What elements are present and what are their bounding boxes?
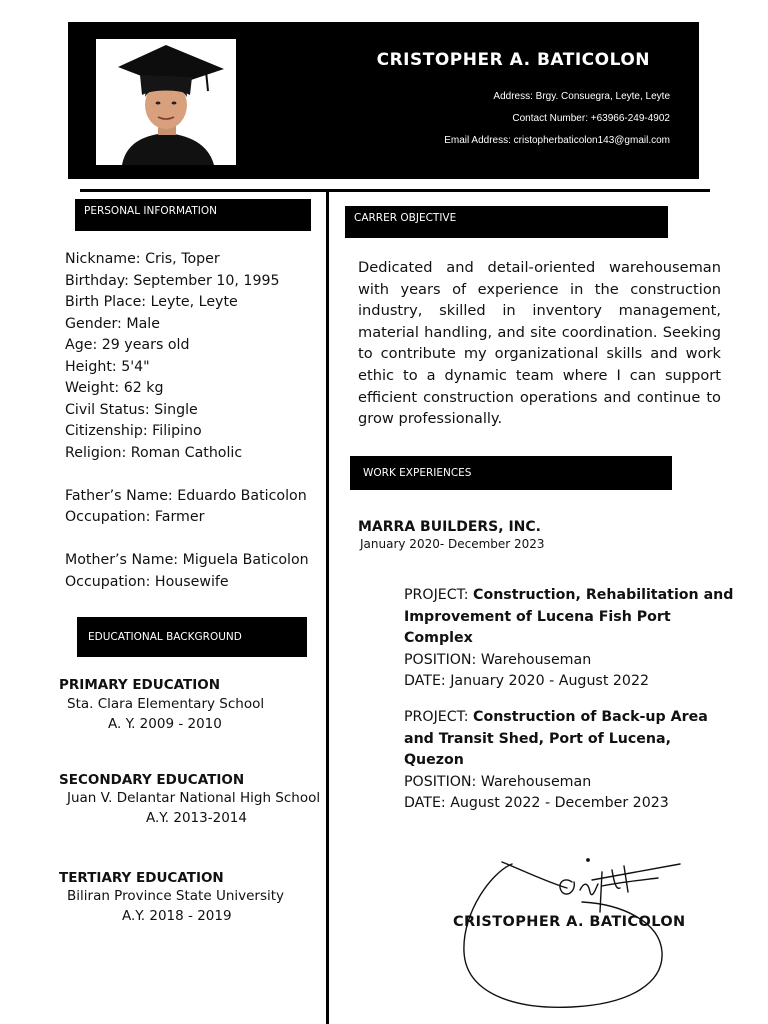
header-email: Email Address: cristopherbaticolon143@gmail.com: [444, 135, 670, 146]
tertiary-school: Biliran Province State University: [67, 888, 285, 904]
resume-header: [68, 22, 699, 179]
project-line: [404, 585, 734, 650]
birthday-line: Birthday: September 10, 1995: [65, 272, 280, 289]
profile-photo: [96, 39, 236, 165]
horizontal-divider: [80, 189, 710, 192]
vertical-divider: [326, 189, 329, 1024]
height-line: Height: 5'4": [65, 358, 150, 375]
birthplace-line: Birth Place: Leyte, Leyte: [65, 294, 238, 310]
civil-status-line: Civil Status: Single: [65, 401, 198, 418]
age-line: Age: 29 years old: [65, 337, 190, 353]
project-label: PROJECT:: [404, 587, 474, 603]
project-entry: [404, 585, 734, 693]
position-line: POSITION: Warehouseman: [404, 773, 592, 790]
company-name: MARRA BUILDERS, INC.: [358, 519, 541, 535]
date-line: DATE: January 2020 - August 2022: [404, 673, 650, 689]
position-line: POSITION: Warehouseman: [404, 651, 592, 668]
project-name: Construction, Rehabilitation and Improvement of Lucena Fish Port Complex: [404, 587, 734, 646]
primary-education-heading: PRIMARY EDUCATION: [59, 677, 221, 693]
project-label: PROJECT:: [404, 709, 474, 725]
section-title-career-objective: CARRER OBJECTIVE: [354, 212, 457, 224]
project-line: [404, 707, 734, 772]
section-bar-career-objective: [345, 206, 668, 238]
header-name: CRISTOPHER A. BATICOLON: [376, 50, 650, 70]
secondary-school: Juan V. Delantar National High School: [67, 790, 321, 806]
personal-info-list: [65, 249, 309, 593]
primary-school: Sta. Clara Elementary School: [67, 696, 265, 712]
secondary-education-heading: SECONDARY EDUCATION: [59, 772, 245, 788]
primary-year: A. Y. 2009 - 2010: [108, 716, 222, 732]
secondary-year: A.Y. 2013-2014: [146, 810, 247, 826]
mother-name-line: Mother’s Name: Miguela Baticolon: [65, 552, 309, 568]
weight-line: Weight: 62 kg: [65, 380, 164, 396]
section-title-work-experiences: WORK EXPERIENCES: [363, 467, 472, 479]
section-title-educational-background: EDUCATIONAL BACKGROUND: [88, 631, 242, 643]
handwritten-signature: [452, 852, 692, 1017]
company-dates: January 2020- December 2023: [360, 537, 545, 551]
section-bar-personal-information: [75, 199, 311, 231]
father-occupation-line: Occupation: Farmer: [65, 509, 205, 525]
header-address: Address: Brgy. Consuegra, Leyte, Leyte: [493, 91, 670, 102]
project-name: Construction of Back-up Area and Transit Shed, Port of Lucena, Quezon: [404, 709, 708, 768]
project-entry: [404, 707, 734, 815]
religion-line: Religion: Roman Catholic: [65, 444, 243, 461]
signature-name: CRISTOPHER A. BATICOLON: [453, 914, 686, 930]
header-contact-number: Contact Number: +63966-249-4902: [512, 113, 670, 124]
tertiary-year: A.Y. 2018 - 2019: [122, 908, 232, 924]
career-objective-text: Dedicated and detail-oriented warehouseman with years of experience in the construction industry, skilled in inventory management, material handling, and site coordination. Seeking to contribute my organizational skills and work ethic to a dynamic team where I can support efficient construction operations and continue to grow professionally.: [358, 259, 721, 428]
section-bar-work-experiences: [350, 456, 672, 490]
father-name-line: Father’s Name: Eduardo Baticolon: [65, 487, 307, 504]
graduate-portrait-icon: [96, 39, 236, 165]
citizenship-line: Citizenship: Filipino: [65, 423, 202, 439]
section-title-personal-information: PERSONAL INFORMATION: [84, 205, 218, 217]
section-bar-educational-background: [77, 617, 307, 657]
tertiary-education-heading: TERTIARY EDUCATION: [59, 870, 224, 886]
date-line: DATE: August 2022 - December 2023: [404, 795, 669, 811]
nickname-line: Nickname: Cris, Toper: [65, 251, 220, 267]
mother-occupation-line: Occupation: Housewife: [65, 573, 229, 590]
gender-line: Gender: Male: [65, 315, 160, 332]
